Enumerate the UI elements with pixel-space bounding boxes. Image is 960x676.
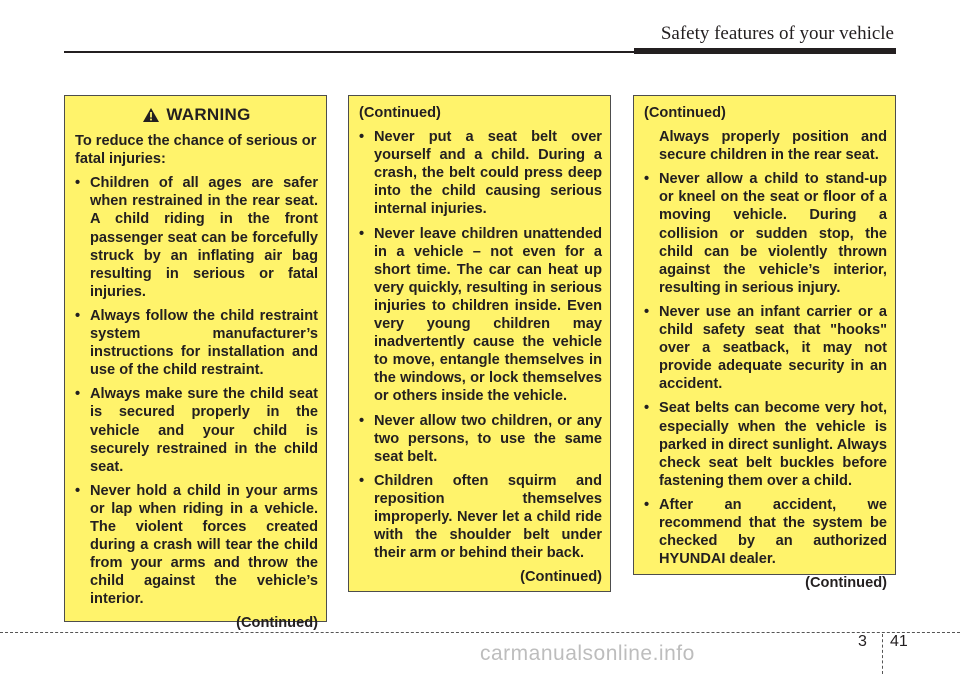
bullet-dot: • xyxy=(359,225,365,242)
list-item xyxy=(75,307,318,379)
list-item xyxy=(359,128,602,218)
continued-paragraph: Always properly position and secure children in the rear seat. xyxy=(659,129,887,164)
warning-heading-text: WARNING xyxy=(166,105,251,124)
list-item xyxy=(359,412,602,466)
footer-rule xyxy=(0,632,960,633)
bullet-text: Never allow two children, or any two persons, to use the same seat belt. xyxy=(374,412,602,465)
bullet-text: Children of all ages are safer when restrained in the rear seat. A child riding in the front passenger seat can be forcefully struck by an inflating air bag resulting in serious or fatal injuries. xyxy=(90,175,318,300)
bullet-text: Never hold a child in your arms or lap when riding in a vehicle. The violent forces created during a crash will tear the child from your arms and throw the child against the vehicle’s interior. xyxy=(90,482,318,608)
list-item xyxy=(644,496,887,568)
watermark: carmanualsonline.info xyxy=(480,642,695,665)
list-item xyxy=(359,225,602,406)
bullet-text: Seat belts can become very hot, especially when the vehicle is parked in direct sunlight. Always check seat belt buckles before fastening them over a child. xyxy=(659,400,887,489)
bullet-dot: • xyxy=(644,303,650,320)
continued-top-label: (Continued) xyxy=(359,105,441,121)
continued-label: (Continued) xyxy=(520,569,602,586)
chapter-number: 3 xyxy=(858,633,867,650)
bullet-text: Never allow a child to stand-up or kneel on the seat or floor of a moving vehicle. During a collision or sudden stop, the child can be violently thrown against the vehicle’s interior, resulting in serious injury. xyxy=(659,171,887,296)
bullet-text: Always follow the child restraint system manufacturer’s instructions for installation and use of the child restraint. xyxy=(90,307,318,379)
warning-box-2 xyxy=(348,95,611,592)
list-item xyxy=(75,174,318,301)
bullet-dot: • xyxy=(75,175,81,192)
bullet-dot: • xyxy=(359,129,365,146)
header-rule-thin xyxy=(64,51,634,53)
list-item xyxy=(644,303,887,393)
continued-label: (Continued) xyxy=(236,615,318,632)
bullet-text: After an accident, we recommend that the system be checked by an authorized HYUNDAI dealer. xyxy=(659,496,887,568)
bullet-text: Never put a seat belt over yourself and a child. During a crash, the belt could press deep into the child causing serious internal injuries. xyxy=(374,129,602,218)
list-item xyxy=(75,385,318,475)
warning-intro: To reduce the chance of serious or fatal injuries: xyxy=(75,133,317,168)
bullet-dot: • xyxy=(75,482,81,499)
bullet-dot: • xyxy=(644,496,650,513)
bullet-dot: • xyxy=(644,400,650,417)
page-header-title: Safety features of your vehicle xyxy=(660,23,894,44)
warning-box-1 xyxy=(64,95,327,632)
warning-heading xyxy=(75,106,318,124)
bullet-dot: • xyxy=(359,472,365,489)
bullet-text: Always make sure the child seat is secured properly in the vehicle and your child is securely restrained in the child seat. xyxy=(90,386,318,475)
bullet-dot: • xyxy=(75,386,81,403)
warning-triangle-icon xyxy=(142,107,160,123)
bullet-text: Never use an infant carrier or a child safety seat that "hooks" over a seatback, it may not provide adequate security in an accident. xyxy=(659,303,887,393)
list-item xyxy=(644,170,887,297)
bullet-dot: • xyxy=(644,171,650,188)
page-number-separator xyxy=(882,634,883,674)
list-item xyxy=(359,472,602,562)
header-rule-thick xyxy=(634,48,896,54)
bullet-text: Never leave children unattended in a vehicle – not even for a short time. The car can heat up very quickly, resulting in serious injuries to children inside. Even very young children may inadvertently cause the vehicle to move, entangle themselves in the windows, or lock themselves or others inside the vehicle. xyxy=(374,225,602,405)
continued-label: (Continued) xyxy=(805,575,887,592)
page-number: 41 xyxy=(890,633,908,650)
list-item xyxy=(75,482,318,609)
continued-top-label: (Continued) xyxy=(644,105,726,121)
bullet-dot: • xyxy=(75,307,81,324)
bullet-text: Children often squirm and reposition themselves improperly. Never let a child ride with the shoulder belt under their arm or behind their back. xyxy=(374,472,602,562)
list-item xyxy=(644,399,887,489)
bullet-dot: • xyxy=(359,412,365,429)
warning-box-3 xyxy=(633,95,896,592)
